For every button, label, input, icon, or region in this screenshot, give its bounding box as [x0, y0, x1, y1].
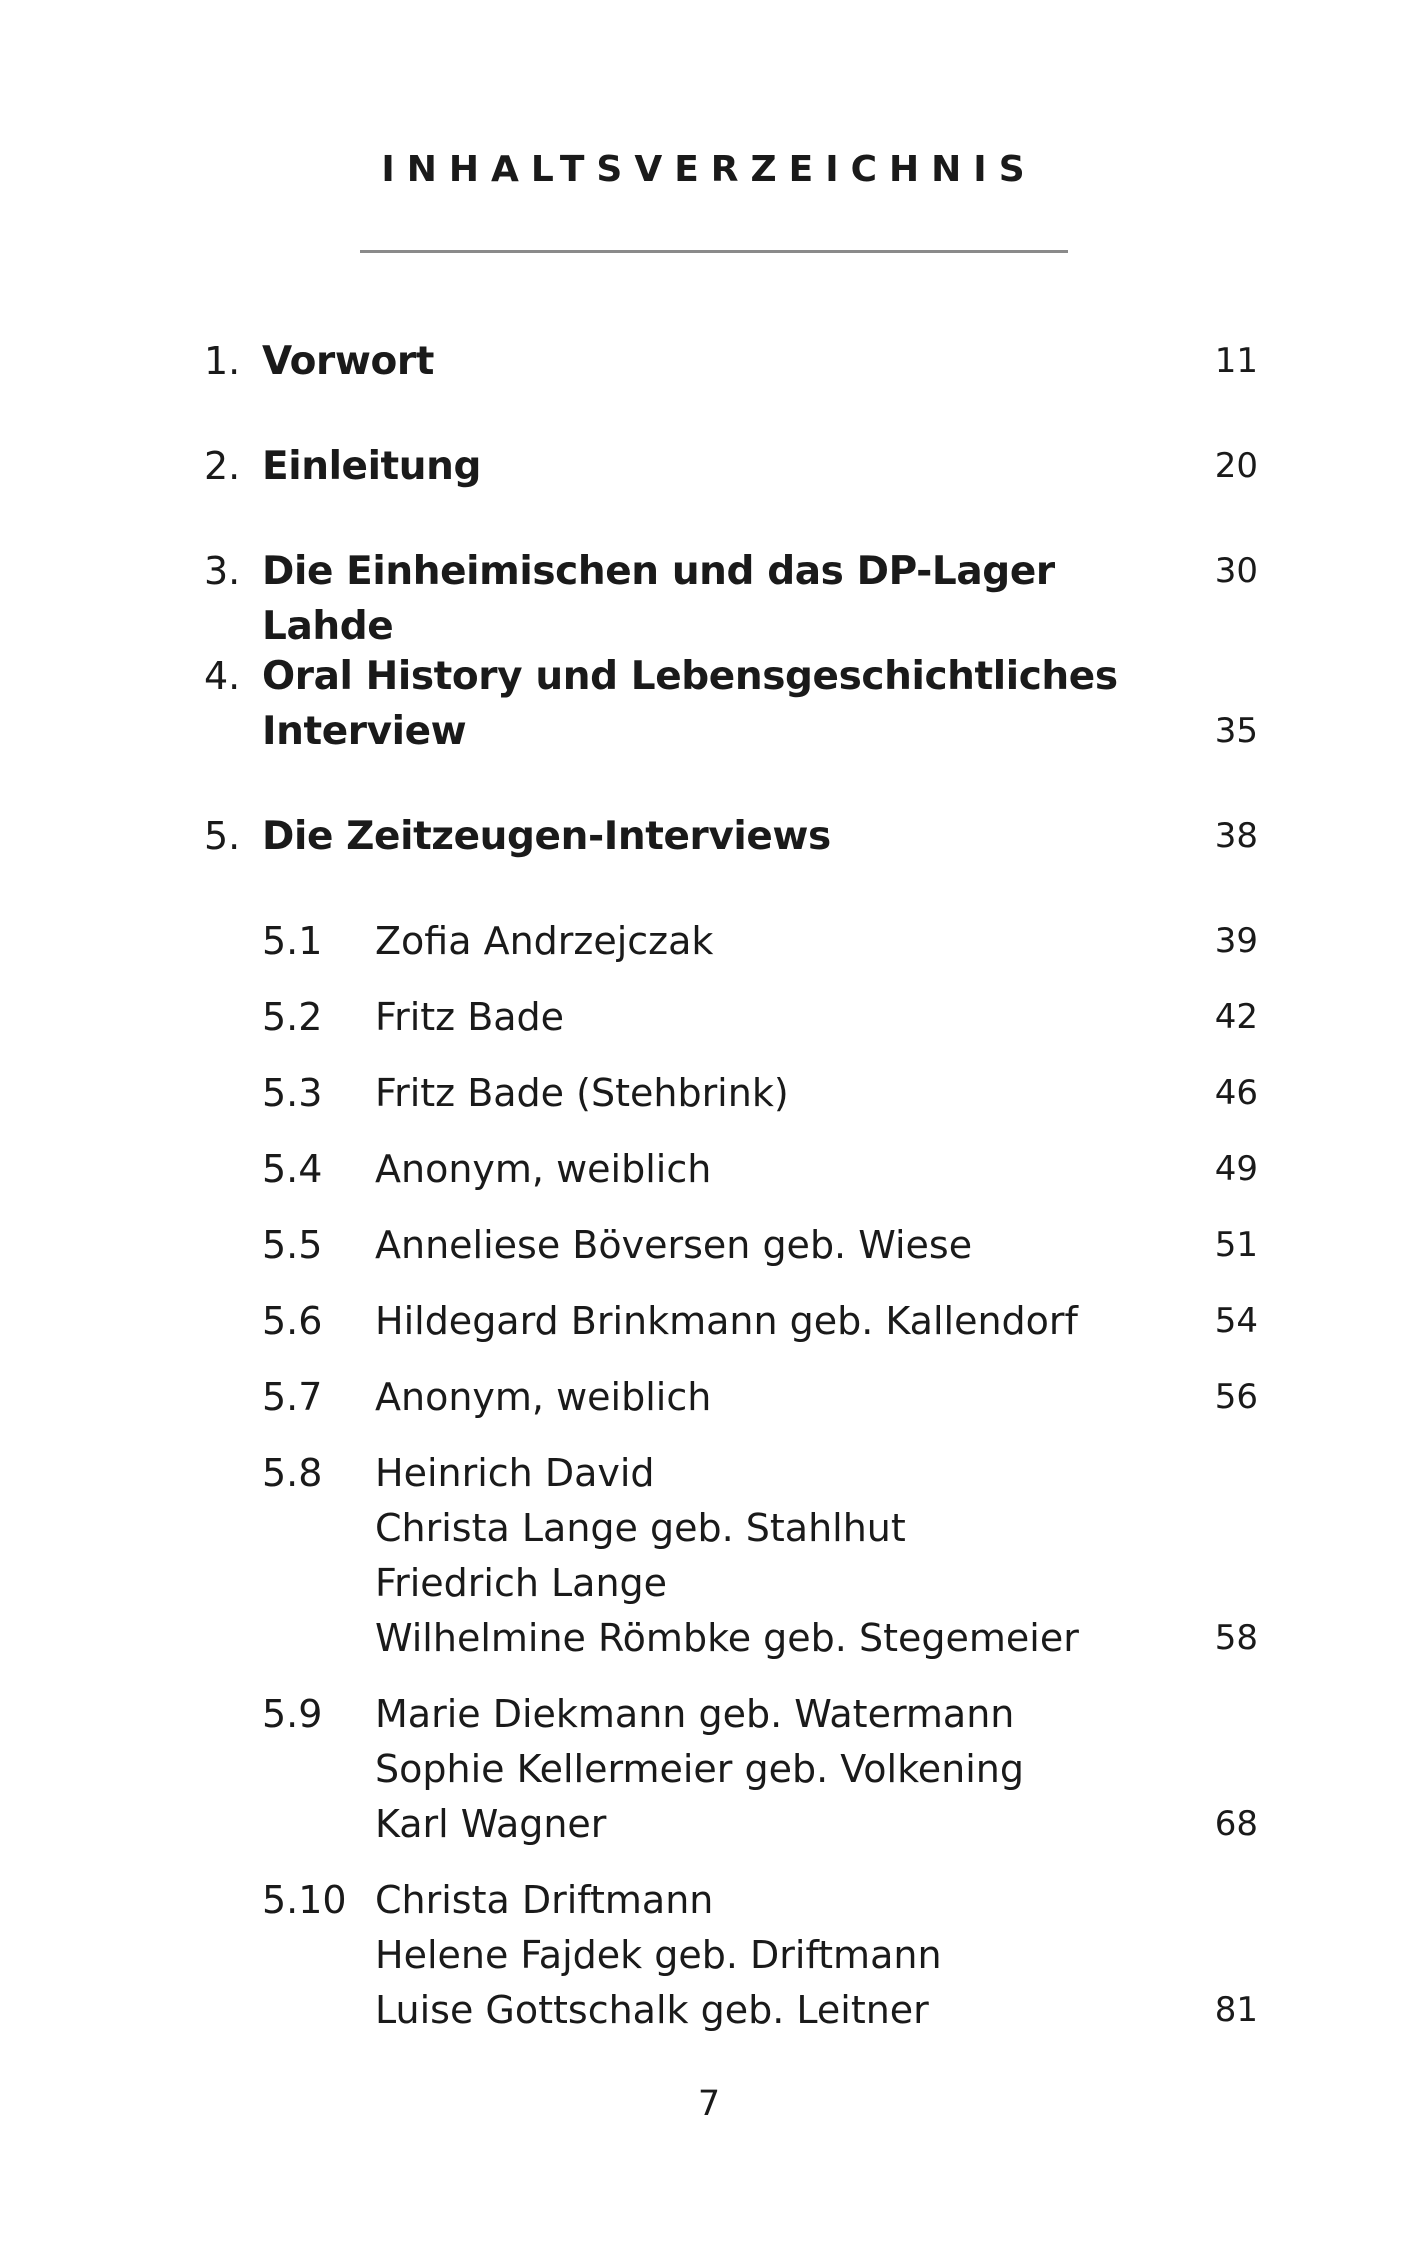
- chapter-title: Einleitung: [262, 444, 482, 489]
- section-number: 5.7: [262, 1375, 323, 1419]
- section-page-number: 54: [1214, 1301, 1258, 1341]
- section-names: [375, 1370, 1155, 1425]
- section-name: Fritz Bade: [375, 995, 565, 1039]
- section-page-number: 51: [1214, 1225, 1258, 1265]
- section-page-number: 46: [1214, 1073, 1258, 1113]
- section-name: Christa Lange geb. Stahlhut: [375, 1506, 906, 1550]
- section-name: Anonym, weiblich: [375, 1375, 712, 1419]
- chapter-title: Vorwort: [262, 339, 434, 384]
- section-page-number: 39: [1214, 921, 1258, 961]
- section-number: 5.3: [262, 1071, 323, 1115]
- chapter-number: 5.: [204, 814, 241, 858]
- section-number: 5.2: [262, 995, 323, 1039]
- section-name: Zofia Andrzejczak: [375, 919, 714, 963]
- section-page-number: 49: [1214, 1149, 1258, 1189]
- section-page-number: 68: [1214, 1804, 1258, 1844]
- section-name: Karl Wagner: [375, 1802, 607, 1846]
- section-name: Friedrich Lange: [375, 1561, 668, 1605]
- chapter-number: 4.: [204, 654, 241, 698]
- section-name: Anneliese Böversen geb. Wiese: [375, 1223, 973, 1267]
- section-name: Heinrich David: [375, 1451, 655, 1495]
- chapter-page-number: 35: [1214, 711, 1258, 751]
- page-folio: 7: [697, 2084, 721, 2124]
- section-name: Anonym, weiblich: [375, 1147, 712, 1191]
- section-number: 5.8: [262, 1451, 323, 1495]
- chapter-number: 1.: [204, 339, 241, 383]
- section-number: 5.9: [262, 1692, 323, 1736]
- section-number: 5.6: [262, 1299, 323, 1343]
- section-name: Fritz Bade (Stehbrink): [375, 1071, 789, 1115]
- section-names: [375, 1218, 1155, 1273]
- chapter-title: Die Einheimischen und das DP-Lager Lahde: [262, 549, 1055, 649]
- section-name: Luise Gottschalk geb. Leitner: [375, 1988, 929, 2032]
- section-number: 5.10: [262, 1878, 347, 1922]
- title-divider: [360, 250, 1068, 253]
- chapter-title: Oral History und Lebensgeschichtliches: [262, 654, 1118, 699]
- section-names: [375, 1446, 1155, 1666]
- section-names: [375, 990, 1155, 1045]
- section-names: [375, 1294, 1155, 1349]
- page-title: INHALTSVERZEICHNIS: [381, 149, 1037, 190]
- section-name: Sophie Kellermeier geb. Volkening: [375, 1747, 1024, 1791]
- section-names: [375, 914, 1155, 969]
- chapter-page-number: 30: [1214, 551, 1258, 591]
- section-name: Christa Driftmann: [375, 1878, 714, 1922]
- chapter-page-number: 38: [1214, 816, 1258, 856]
- section-number: 5.1: [262, 919, 323, 963]
- section-page-number: 42: [1214, 997, 1258, 1037]
- section-page-number: 58: [1214, 1618, 1258, 1658]
- section-number: 5.4: [262, 1147, 323, 1191]
- chapter-number: 2.: [204, 444, 241, 488]
- section-names: [375, 1142, 1155, 1197]
- section-name: Helene Fajdek geb. Driftmann: [375, 1933, 942, 1977]
- chapter-number: 3.: [204, 549, 241, 593]
- section-page-number: 81: [1214, 1990, 1258, 2030]
- section-names: [375, 1066, 1155, 1121]
- chapter-title-continuation: Interview: [262, 709, 467, 754]
- section-number: 5.5: [262, 1223, 323, 1267]
- chapter-page-number: 11: [1214, 341, 1258, 381]
- chapter-page-number: 20: [1214, 446, 1258, 486]
- section-page-number: 56: [1214, 1377, 1258, 1417]
- chapter-title: Die Zeitzeugen-Interviews: [262, 814, 831, 859]
- section-names: [375, 1687, 1155, 1852]
- section-names: [375, 1873, 1155, 2038]
- section-name: Wilhelmine Römbke geb. Stegemeier: [375, 1616, 1079, 1660]
- section-name: Hildegard Brinkmann geb. Kallendorf: [375, 1299, 1078, 1343]
- section-name: Marie Diekmann geb. Watermann: [375, 1692, 1015, 1736]
